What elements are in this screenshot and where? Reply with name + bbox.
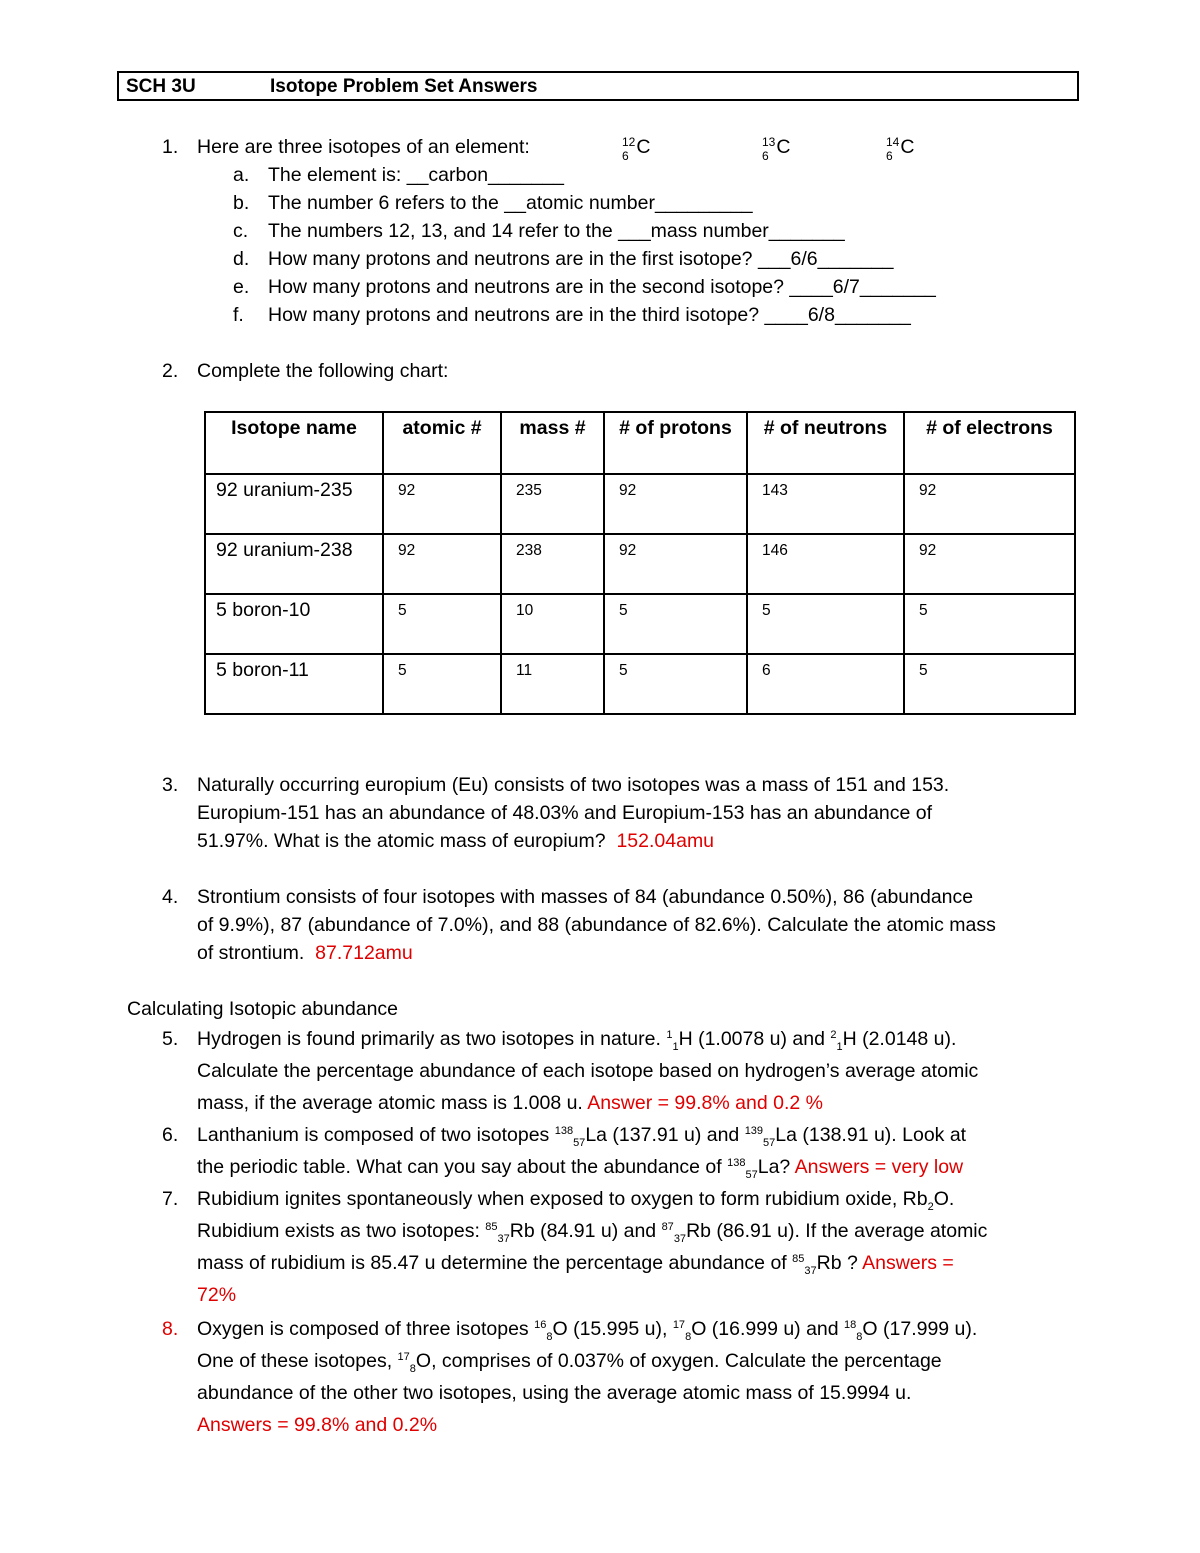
q1a-text: The element is: __carbon_______ [268, 164, 564, 186]
q5-text: Hydrogen is found primarily as two isotopes in nature. $^1_1$H (1.0078 u) and $^2_1$H (2.0148 u). Calculate the percentage abundance of each isotope based on hydrogen’s average atomic mass, if the average atomic mass is 1.008 u. Answer = 99.8% and 0.2 % [197, 1028, 979, 1114]
table-cell: 235 [501, 474, 604, 534]
section-heading: Calculating Isotopic abundance [127, 998, 399, 1020]
isotope-c14: 6 $^{14}$C [886, 135, 915, 163]
table-cell: 92 [904, 474, 1075, 534]
isotope-c13: 6 $^{13}$C [762, 135, 791, 163]
table-cell: 5 [383, 654, 501, 714]
isotope-c12: 6 $^{12}$C [622, 135, 651, 163]
table-cell: 5 boron-11 [205, 654, 383, 714]
q1b-text: The number 6 refers to the __atomic number_________ [268, 192, 753, 214]
q1d-letter: d. [233, 248, 250, 270]
header-box [117, 71, 1079, 101]
q3-number: 3. [162, 774, 179, 796]
table-cell: 92 [604, 474, 747, 534]
table-row [205, 534, 1075, 594]
table-cell: 5 [383, 594, 501, 654]
table-row [205, 654, 1075, 714]
q4-answer: 87.712amu [315, 942, 413, 964]
table-cell: 238 [501, 534, 604, 594]
q1f-text: How many protons and neutrons are in the third isotope? ____6/8_______ [268, 304, 911, 326]
q4-text: Strontium consists of four isotopes with masses of 84 (abundance 0.50%), 86 (abundance of 9.9%), 87 (abundance of 7.0%), and 88 (abundance of 82.6%). Calculate the atomic mass of strontium. 87.712amu [197, 886, 996, 964]
q2-text: Complete the following chart: [197, 360, 449, 382]
q1e-text: How many protons and neutrons are in the second isotope? ____6/7_______ [268, 276, 936, 298]
document-title: Isotope Problem Set Answers [270, 76, 538, 97]
table-cell: 92 [604, 534, 747, 594]
table-row [205, 474, 1075, 534]
table-cell: 146 [747, 534, 904, 594]
q5-answer: Answer = 99.8% and 0.2 % [587, 1092, 823, 1114]
column-header: Isotope name [205, 412, 383, 474]
table-cell: 11 [501, 654, 604, 714]
q1e-letter: e. [233, 276, 250, 298]
table-cell: 5 [904, 594, 1075, 654]
q7-text: Rubidium ignites spontaneously when exposed to oxygen to form rubidium oxide, $Rb_2O$. Rubidium exists as two isotopes: $^{85}_{37}$Rb (84.91 u) and $^{87}_{37}$Rb (86.91 u). If the average atomic mass of rubidium is 85.47 u determine the percentage abundance of $^{85}_{37}$Rb ? Answers = 72% [197, 1183, 987, 1311]
table-cell: 92 uranium-238 [205, 534, 383, 594]
column-header: # of protons [604, 412, 747, 474]
q1c-letter: c. [233, 220, 249, 242]
table-cell: 92 [383, 534, 501, 594]
isotope-chart [204, 411, 1076, 715]
table-cell: 5 [604, 654, 747, 714]
q7-number: 7. [162, 1188, 179, 1210]
chart-header-row [205, 412, 1075, 474]
q7-answer: 72% [197, 1284, 237, 1306]
q1c-text: The numbers 12, 13, and 14 refer to the ___mass number_______ [268, 220, 845, 242]
table-cell: 10 [501, 594, 604, 654]
q1-number: 1. [162, 136, 179, 158]
q3-text: Naturally occurring europium (Eu) consists of two isotopes was a mass of 151 and 153. Europium-151 has an abundance of 48.03% and Europium-153 has an abundance of 51.97%. What is the atomic mass of europium? 152.04amu [197, 774, 950, 852]
q4-number: 4. [162, 886, 179, 908]
table-cell: 143 [747, 474, 904, 534]
q6-text: Lanthanium is composed of two isotopes $^{138}_{57}$La (137.91 u) and $^{139}_{57}$La (138.91 u). Look at the periodic table. What can you say about the abundance of $^{138}_{57}$La? Answers = very low [197, 1124, 967, 1181]
table-cell: 5 boron-10 [205, 594, 383, 654]
q1d-text: How many protons and neutrons are in the first isotope? ___6/6_______ [268, 248, 894, 270]
table-cell: 92 uranium-235 [205, 474, 383, 534]
table-cell: 5 [904, 654, 1075, 714]
course-code: SCH 3U [126, 76, 196, 97]
table-row [205, 594, 1075, 654]
q8-answer: Answers = 99.8% and 0.2% [197, 1414, 438, 1436]
q3-answer: 152.04amu [616, 830, 715, 852]
table-cell: 92 [904, 534, 1075, 594]
q1b-letter: b. [233, 192, 250, 214]
q8-text: Oxygen is composed of three isotopes $^{16}_8$O (15.995 u), $^{17}_8$O (16.999 u) and $^{18}_8$O (17.999 u). One of these isotopes, $^{17}_8$O, comprises of 0.037% of oxygen. Calculate the percentage abundance of the other two isotopes, using the average atomic mass of 15.9994 u. Answers = 99.8% and 0.2% [197, 1313, 977, 1441]
column-header: mass # [501, 412, 604, 474]
column-header: # of electrons [904, 412, 1075, 474]
table-cell: 5 [604, 594, 747, 654]
column-header: # of neutrons [747, 412, 904, 474]
q1f-letter: f. [233, 304, 244, 326]
table-cell: 6 [747, 654, 904, 714]
q8-number: 8. [162, 1318, 179, 1340]
q6-number: 6. [162, 1124, 179, 1146]
q5-number: 5. [162, 1028, 179, 1050]
column-header: atomic # [383, 412, 501, 474]
table-cell: 92 [383, 474, 501, 534]
q2-number: 2. [162, 360, 179, 382]
q7-answer-label: Answers = [862, 1252, 954, 1274]
table-cell: 5 [747, 594, 904, 654]
q6-answer: Answers = very low [794, 1156, 964, 1178]
q1a-letter: a. [233, 164, 250, 186]
q1-text: Here are three isotopes of an element: [197, 136, 530, 158]
